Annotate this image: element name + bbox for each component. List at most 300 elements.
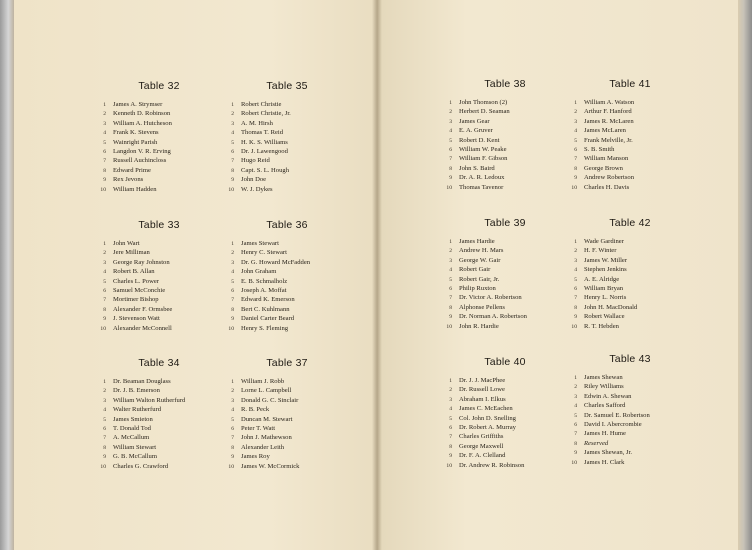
guest-name: Charles Griffiths bbox=[459, 433, 504, 441]
guest-name: S. B. Smith bbox=[584, 145, 615, 153]
guest-list bbox=[440, 237, 570, 331]
guest-name: Dr. Beaman Douglass bbox=[113, 378, 171, 385]
seat-number: 7 bbox=[231, 435, 234, 442]
seat-number: 4 bbox=[103, 269, 106, 276]
table-title: Table 40 bbox=[484, 356, 526, 368]
guest-name: E. A. Gruver bbox=[459, 127, 493, 135]
seat-number: 1 bbox=[449, 239, 452, 245]
guest-name: Duncan M. Stewart bbox=[241, 415, 293, 423]
table-title: Table 33 bbox=[138, 219, 180, 231]
seat-number: 6 bbox=[449, 424, 452, 431]
seat-number: 1 bbox=[574, 100, 577, 106]
seat-number: 3 bbox=[103, 397, 106, 404]
table-card bbox=[440, 78, 570, 192]
guest-name: Jere Milliman bbox=[113, 249, 150, 257]
guest-name: G. B. McCallum bbox=[113, 453, 157, 461]
guest-row bbox=[222, 248, 352, 257]
guest-name: Wainright Parish bbox=[113, 138, 158, 146]
book-gutter bbox=[372, 0, 382, 550]
guest-list bbox=[94, 377, 224, 471]
guest-row bbox=[440, 414, 570, 423]
guest-name: John Doe bbox=[241, 176, 267, 184]
guest-row bbox=[565, 173, 695, 182]
seat-number: 9 bbox=[449, 453, 452, 460]
seat-number: 1 bbox=[103, 241, 106, 247]
table-title: Table 39 bbox=[484, 217, 526, 229]
seat-number: 7 bbox=[231, 297, 234, 304]
guest-name: Dr. Andrew R. Robinson bbox=[459, 461, 525, 469]
guest-row bbox=[222, 452, 352, 461]
seat-number: 3 bbox=[103, 120, 106, 127]
guest-list bbox=[565, 373, 695, 467]
seat-number: 1 bbox=[103, 102, 106, 108]
guest-name: Edward K. Emerson bbox=[241, 296, 295, 304]
guest-name: William Walton Rutherfurd bbox=[113, 396, 186, 404]
table-card bbox=[565, 353, 695, 467]
table-title: Table 32 bbox=[138, 80, 180, 92]
guest-row bbox=[565, 392, 695, 401]
guest-row bbox=[222, 433, 352, 442]
seat-number: 10 bbox=[571, 459, 577, 466]
guest-row bbox=[222, 324, 352, 333]
guest-name: William Manson bbox=[584, 155, 629, 163]
seat-number: 8 bbox=[103, 444, 106, 451]
seat-number: 5 bbox=[574, 276, 577, 283]
guest-name: James C. McEachen bbox=[459, 405, 513, 413]
guest-row bbox=[565, 154, 695, 163]
guest-row bbox=[565, 98, 695, 107]
seat-number: 4 bbox=[231, 269, 234, 276]
guest-name: George W. Gair bbox=[459, 256, 501, 264]
seat-number: 3 bbox=[231, 397, 234, 404]
seat-number: 10 bbox=[446, 184, 452, 191]
guest-name: William A. Hutcheson bbox=[113, 119, 172, 127]
seat-number: 2 bbox=[449, 248, 452, 255]
seat-number: 10 bbox=[228, 186, 234, 193]
seat-number: 8 bbox=[103, 306, 106, 313]
guest-row bbox=[94, 175, 224, 184]
table-card bbox=[565, 78, 695, 192]
guest-row bbox=[565, 117, 695, 126]
guest-row bbox=[440, 256, 570, 265]
guest-name: William F. Gibson bbox=[459, 155, 508, 163]
guest-name: James H. Clark bbox=[584, 458, 625, 466]
guest-name: Thomas T. Reid bbox=[241, 129, 284, 137]
seat-number: 7 bbox=[231, 158, 234, 165]
guest-row bbox=[565, 145, 695, 154]
guest-name: J. Stevenson Watt bbox=[113, 315, 160, 323]
seat-number: 7 bbox=[449, 156, 452, 163]
guest-row bbox=[94, 267, 224, 276]
seat-number: 8 bbox=[449, 165, 452, 172]
right-page bbox=[377, 0, 738, 550]
seat-number: 2 bbox=[103, 388, 106, 395]
guest-name: Rex Jevons bbox=[113, 176, 144, 184]
guest-name: Joseph A. Moffat bbox=[241, 286, 287, 294]
guest-list bbox=[440, 98, 570, 192]
seat-number: 2 bbox=[231, 111, 234, 118]
guest-row bbox=[565, 293, 695, 302]
guest-name: James A. Strymser bbox=[113, 101, 163, 108]
guest-name: William W. Peake bbox=[459, 145, 507, 153]
seat-number: 3 bbox=[574, 393, 577, 400]
seat-number: 1 bbox=[231, 379, 234, 385]
guest-row bbox=[94, 286, 224, 295]
guest-row bbox=[94, 386, 224, 395]
guest-row bbox=[440, 246, 570, 255]
guest-row bbox=[94, 424, 224, 433]
seat-number: 3 bbox=[103, 259, 106, 266]
seat-number: 7 bbox=[449, 295, 452, 302]
seat-number: 7 bbox=[574, 156, 577, 163]
seat-number: 8 bbox=[103, 167, 106, 174]
seat-number: 2 bbox=[574, 384, 577, 391]
table-card bbox=[222, 219, 352, 333]
seat-number: 1 bbox=[574, 375, 577, 381]
seat-number: 1 bbox=[231, 241, 234, 247]
seat-number: 10 bbox=[228, 325, 234, 332]
guest-list bbox=[94, 239, 224, 333]
seat-number: 2 bbox=[231, 250, 234, 257]
guest-list bbox=[565, 237, 695, 331]
guest-row bbox=[565, 237, 695, 246]
seat-number: 2 bbox=[103, 111, 106, 118]
guest-name: Langdon V. R. Erving bbox=[113, 147, 171, 155]
table-title: Table 37 bbox=[266, 357, 308, 369]
guest-row bbox=[94, 405, 224, 414]
guest-name: John S. Baird bbox=[459, 164, 495, 172]
guest-row bbox=[94, 119, 224, 128]
seat-number: 9 bbox=[231, 454, 234, 461]
seat-number: 6 bbox=[231, 425, 234, 432]
seat-number: 10 bbox=[571, 184, 577, 191]
seat-number: 4 bbox=[103, 130, 106, 137]
seat-number: 4 bbox=[574, 403, 577, 410]
guest-list bbox=[222, 377, 352, 471]
guest-row bbox=[94, 147, 224, 156]
guest-row bbox=[565, 275, 695, 284]
guest-name: Robert Wallace bbox=[584, 313, 625, 321]
guest-row bbox=[222, 386, 352, 395]
guest-row bbox=[565, 420, 695, 429]
seat-number: 6 bbox=[449, 146, 452, 153]
seat-number: 7 bbox=[103, 297, 106, 304]
guest-row bbox=[440, 395, 570, 404]
guest-name: James H. Hume bbox=[584, 430, 626, 438]
guest-row bbox=[440, 322, 570, 331]
guest-row bbox=[565, 458, 695, 467]
seat-number: 5 bbox=[103, 278, 106, 285]
seat-number: 5 bbox=[231, 278, 234, 285]
guest-row bbox=[222, 277, 352, 286]
guest-row bbox=[222, 267, 352, 276]
table-title: Table 36 bbox=[266, 219, 308, 231]
guest-name: Frank K. Stevens bbox=[113, 129, 159, 137]
guest-name: James Shewan bbox=[584, 374, 623, 381]
guest-name: Dr. Victor A. Robertson bbox=[459, 294, 522, 302]
guest-name: James McLaren bbox=[584, 127, 626, 135]
guest-name: Dr. Samuel E. Robertson bbox=[584, 411, 650, 419]
guest-row bbox=[565, 256, 695, 265]
seat-number: 7 bbox=[103, 435, 106, 442]
guest-row bbox=[440, 461, 570, 470]
seat-number: 4 bbox=[449, 128, 452, 135]
guest-row bbox=[94, 239, 224, 248]
seat-number: 3 bbox=[574, 118, 577, 125]
guest-row bbox=[222, 128, 352, 137]
guest-list bbox=[222, 100, 352, 194]
seat-number: 4 bbox=[449, 267, 452, 274]
seat-number: 9 bbox=[231, 177, 234, 184]
guest-row bbox=[565, 448, 695, 457]
guest-row bbox=[94, 452, 224, 461]
guest-name: W. J. Dykes bbox=[241, 185, 273, 193]
table-card bbox=[440, 217, 570, 331]
guest-row bbox=[440, 265, 570, 274]
guest-name: Dr. A. R. Ledoux bbox=[459, 174, 505, 182]
guest-name: Edward Prime bbox=[113, 166, 151, 174]
guest-name: Henry C. Stewart bbox=[241, 249, 287, 257]
guest-name: Arthur F. Hanford bbox=[584, 108, 632, 116]
seat-number: 6 bbox=[449, 285, 452, 292]
guest-row bbox=[94, 128, 224, 137]
guest-name: Daniel Carter Beard bbox=[241, 315, 295, 323]
guest-name: Reserved bbox=[584, 439, 609, 447]
seat-number: 10 bbox=[228, 463, 234, 470]
guest-name: R. B. Peck bbox=[241, 406, 270, 414]
left-page bbox=[14, 0, 377, 550]
guest-name: Henry S. Fleming bbox=[241, 324, 289, 332]
seat-number: 9 bbox=[103, 454, 106, 461]
guest-name: William A. Watson bbox=[584, 99, 635, 106]
guest-name: Robert D. Kent bbox=[459, 136, 500, 144]
guest-name: H. F. Winter bbox=[584, 247, 617, 255]
seat-number: 9 bbox=[103, 316, 106, 323]
seat-number: 6 bbox=[574, 146, 577, 153]
table-title: Table 42 bbox=[609, 217, 651, 229]
seat-number: 8 bbox=[449, 304, 452, 311]
guest-row bbox=[440, 173, 570, 182]
seat-number: 2 bbox=[574, 248, 577, 255]
guest-name: A. M. Hirsh bbox=[241, 119, 273, 127]
guest-name: William Bryan bbox=[584, 284, 624, 292]
guest-row bbox=[94, 166, 224, 175]
guest-row bbox=[94, 377, 224, 386]
table-title: Table 41 bbox=[609, 78, 651, 90]
guest-row bbox=[440, 136, 570, 145]
seat-number: 8 bbox=[574, 304, 577, 311]
seat-number: 5 bbox=[449, 276, 452, 283]
guest-row bbox=[565, 136, 695, 145]
seat-number: 2 bbox=[231, 388, 234, 395]
seat-number: 4 bbox=[574, 128, 577, 135]
guest-row bbox=[94, 185, 224, 194]
seat-number: 5 bbox=[449, 137, 452, 144]
guest-name: Dr. J. Lawengood bbox=[241, 147, 288, 155]
guest-name: Donald G. C. Sinclair bbox=[241, 396, 299, 404]
guest-name: John R. Hardie bbox=[459, 322, 499, 330]
seat-number: 4 bbox=[231, 130, 234, 137]
guest-row bbox=[222, 377, 352, 386]
seat-number: 3 bbox=[449, 257, 452, 264]
seat-number: 1 bbox=[449, 378, 452, 384]
table-card bbox=[222, 80, 352, 194]
seat-number: 6 bbox=[103, 287, 106, 294]
seat-number: 8 bbox=[574, 440, 577, 447]
guest-name: Russell Auchincloss bbox=[113, 157, 167, 165]
scan-edge-right bbox=[738, 0, 752, 550]
guest-row bbox=[565, 126, 695, 135]
guest-name: Robert B. Allan bbox=[113, 268, 155, 276]
guest-name: Peter T. Watt bbox=[241, 424, 276, 432]
guest-name: George Maxwell bbox=[459, 442, 504, 450]
guest-row bbox=[440, 237, 570, 246]
guest-row bbox=[94, 109, 224, 118]
seat-number: 4 bbox=[449, 406, 452, 413]
guest-name: Andrew H. Mars bbox=[459, 247, 504, 255]
seat-number: 8 bbox=[574, 165, 577, 172]
guest-name: Dr. G. Howard McFadden bbox=[241, 258, 311, 266]
guest-name: William Hadden bbox=[113, 185, 157, 193]
seat-number: 5 bbox=[231, 139, 234, 146]
seat-number: 2 bbox=[449, 109, 452, 116]
guest-row bbox=[565, 164, 695, 173]
seat-number: 4 bbox=[574, 267, 577, 274]
guest-row bbox=[222, 175, 352, 184]
guest-name: Philip Ruxton bbox=[459, 284, 496, 292]
guest-row bbox=[222, 424, 352, 433]
guest-row bbox=[222, 396, 352, 405]
seat-number: 3 bbox=[449, 396, 452, 403]
table-card bbox=[440, 356, 570, 470]
guest-name: Thomas Tavenor bbox=[459, 183, 504, 191]
guest-name: Frank Melville, Jr. bbox=[584, 136, 633, 144]
table-title: Table 34 bbox=[138, 357, 180, 369]
seat-number: 6 bbox=[103, 148, 106, 155]
seat-number: 5 bbox=[103, 139, 106, 146]
seat-number: 5 bbox=[103, 416, 106, 423]
guest-row bbox=[565, 322, 695, 331]
guest-row bbox=[222, 100, 352, 109]
guest-name: Henry L. Norris bbox=[584, 294, 627, 302]
guest-name: Edwin A. Shewan bbox=[584, 392, 632, 400]
guest-row bbox=[222, 185, 352, 194]
guest-name: Robert Gair bbox=[459, 266, 491, 274]
seat-number: 8 bbox=[449, 443, 452, 450]
guest-row bbox=[222, 166, 352, 175]
guest-row bbox=[440, 183, 570, 192]
guest-row bbox=[94, 248, 224, 257]
guest-row bbox=[565, 411, 695, 420]
guest-row bbox=[222, 462, 352, 471]
guest-name: John H. MacDonald bbox=[584, 303, 638, 311]
guest-name: Dr. J. J. MacPhee bbox=[459, 377, 506, 384]
guest-name: George Brown bbox=[584, 164, 623, 172]
guest-name: Robert Christie, Jr. bbox=[241, 110, 291, 118]
guest-row bbox=[222, 415, 352, 424]
guest-name: E. B. Schmalholz bbox=[241, 277, 288, 285]
guest-row bbox=[94, 277, 224, 286]
guest-row bbox=[222, 147, 352, 156]
seat-number: 5 bbox=[574, 412, 577, 419]
guest-row bbox=[440, 126, 570, 135]
seat-number: 8 bbox=[231, 444, 234, 451]
guest-name: Lorne L. Campbell bbox=[241, 387, 292, 395]
guest-row bbox=[565, 183, 695, 192]
guest-name: T. Donald Tod bbox=[113, 424, 151, 432]
guest-row bbox=[94, 258, 224, 267]
guest-name: Stephen Jenkins bbox=[584, 266, 627, 274]
guest-row bbox=[440, 98, 570, 107]
guest-list bbox=[440, 376, 570, 470]
guest-name: Bert C. Kuhlmann bbox=[241, 305, 290, 313]
seat-number: 6 bbox=[574, 285, 577, 292]
seat-number: 3 bbox=[231, 259, 234, 266]
guest-row bbox=[94, 415, 224, 424]
seat-number: 7 bbox=[574, 431, 577, 438]
guest-row bbox=[440, 442, 570, 451]
guest-name: John Wart bbox=[113, 240, 140, 247]
seat-number: 8 bbox=[231, 306, 234, 313]
guest-row bbox=[94, 443, 224, 452]
seat-number: 1 bbox=[103, 379, 106, 385]
seat-number: 9 bbox=[574, 450, 577, 457]
guest-row bbox=[94, 305, 224, 314]
guest-row bbox=[94, 314, 224, 323]
guest-name: James Gear bbox=[459, 117, 490, 125]
guest-list bbox=[94, 100, 224, 194]
guest-row bbox=[94, 295, 224, 304]
guest-name: Robert Christie bbox=[241, 101, 282, 108]
seat-number: 8 bbox=[231, 167, 234, 174]
guest-name: Mortimer Bishop bbox=[113, 296, 159, 304]
seat-number: 9 bbox=[449, 314, 452, 321]
guest-name: Dr. Norman A. Robertson bbox=[459, 313, 527, 321]
seat-number: 10 bbox=[446, 323, 452, 330]
table-title: Table 43 bbox=[609, 353, 651, 365]
guest-name: Kenneth D. Robinson bbox=[113, 110, 171, 118]
seat-number: 2 bbox=[574, 109, 577, 116]
guest-name: John Thomson (2) bbox=[459, 99, 508, 106]
guest-row bbox=[440, 107, 570, 116]
guest-list bbox=[222, 239, 352, 333]
seat-number: 5 bbox=[574, 137, 577, 144]
table-card bbox=[94, 357, 224, 471]
guest-name: Alexander Leith bbox=[241, 443, 285, 451]
seat-number: 4 bbox=[231, 407, 234, 414]
guest-name: Riley Williams bbox=[584, 383, 624, 391]
guest-row bbox=[222, 314, 352, 323]
seat-number: 6 bbox=[231, 148, 234, 155]
guest-row bbox=[222, 305, 352, 314]
seat-number: 10 bbox=[100, 463, 106, 470]
guest-row bbox=[440, 164, 570, 173]
guest-row bbox=[565, 284, 695, 293]
guest-name: A. McCallum bbox=[113, 434, 150, 442]
guest-row bbox=[440, 284, 570, 293]
guest-row bbox=[222, 443, 352, 452]
guest-row bbox=[565, 265, 695, 274]
table-card bbox=[94, 80, 224, 194]
guest-name: Charles H. Davis bbox=[584, 183, 630, 191]
guest-row bbox=[222, 239, 352, 248]
seat-number: 9 bbox=[103, 177, 106, 184]
guest-row bbox=[440, 423, 570, 432]
guest-name: Col. John D. Snelling bbox=[459, 414, 516, 422]
table-card bbox=[94, 219, 224, 333]
guest-name: Walter Rutherfurd bbox=[113, 406, 161, 414]
guest-row bbox=[440, 312, 570, 321]
